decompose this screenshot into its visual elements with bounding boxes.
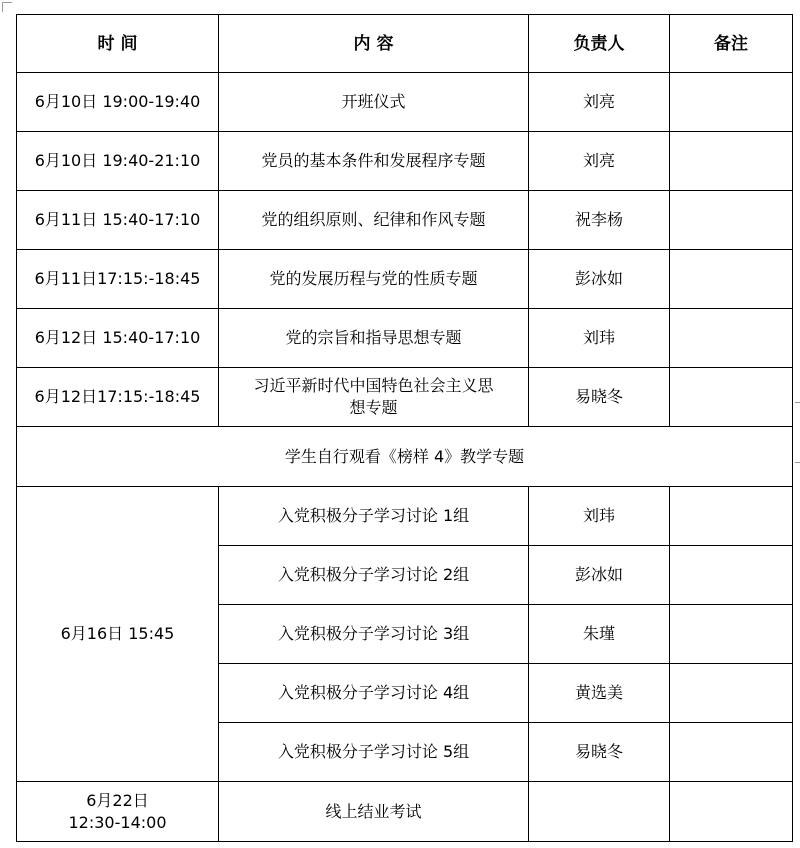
row-person: 黄选美: [529, 664, 670, 723]
table-row: [17, 368, 793, 427]
row-content: 入党积极分子学习讨论 5组: [219, 723, 529, 782]
exam-hours: 12:30-14:00: [68, 812, 167, 832]
exam-row: [17, 782, 793, 842]
row-time: 6月12日 15:40-17:10: [17, 309, 219, 368]
row-note: [670, 191, 793, 250]
exam-person: [529, 782, 670, 842]
header-row: [17, 15, 793, 73]
row-person: 易晓冬: [529, 723, 670, 782]
corner-mark: [2, 2, 12, 12]
header-person: 负责人: [529, 15, 670, 73]
row-content: 党的组织原则、纪律和作风专题: [219, 191, 529, 250]
row-person: 祝李杨: [529, 191, 670, 250]
schedule-table: [16, 14, 793, 842]
self-study-row: [17, 427, 793, 487]
row-person: 刘亮: [529, 132, 670, 191]
row-time: 6月11日 15:40-17:10: [17, 191, 219, 250]
row-note: [670, 73, 793, 132]
row-content: 入党积极分子学习讨论 2组: [219, 546, 529, 605]
row-content: 党的发展历程与党的性质专题: [219, 250, 529, 309]
discussion-time: 6月16日 15:45: [17, 487, 219, 782]
exam-date: 6月22日: [86, 790, 149, 810]
table-row: [17, 73, 793, 132]
table-row: [17, 309, 793, 368]
row-content: 入党积极分子学习讨论 3组: [219, 605, 529, 664]
row-content: 党的宗旨和指导思想专题: [219, 309, 529, 368]
header-time: 时 间: [17, 15, 219, 73]
row-content: 入党积极分子学习讨论 1组: [219, 487, 529, 546]
row-note: [670, 309, 793, 368]
row-time: 6月10日 19:40-21:10: [17, 132, 219, 191]
row-person: 刘亮: [529, 73, 670, 132]
row-content: 开班仪式: [219, 73, 529, 132]
margin-mark: [795, 402, 800, 403]
row-note: [670, 546, 793, 605]
cropped-title-fragment: [330, 0, 490, 4]
row-note: [670, 605, 793, 664]
row-person: 刘玮: [529, 309, 670, 368]
margin-mark: [795, 462, 800, 463]
header-note: 备注: [670, 15, 793, 73]
table-row: [17, 191, 793, 250]
row-person: 彭冰如: [529, 546, 670, 605]
row-note: [670, 132, 793, 191]
row-note: [670, 723, 793, 782]
table-row: [17, 132, 793, 191]
row-note: [670, 487, 793, 546]
exam-note: [670, 782, 793, 842]
row-content-line: 想专题: [349, 398, 398, 417]
exam-content: 线上结业考试: [219, 782, 529, 842]
header-content: 内 容: [219, 15, 529, 73]
row-content: [219, 368, 529, 427]
row-person: 刘玮: [529, 487, 670, 546]
table-row: [17, 487, 793, 546]
row-content-line: 习近平新时代中国特色社会主义思: [253, 376, 494, 395]
row-time: 6月10日 19:00-19:40: [17, 73, 219, 132]
row-person: 易晓冬: [529, 368, 670, 427]
row-note: [670, 368, 793, 427]
row-content: 入党积极分子学习讨论 4组: [219, 664, 529, 723]
row-note: [670, 664, 793, 723]
row-content: 党员的基本条件和发展程序专题: [219, 132, 529, 191]
row-note: [670, 250, 793, 309]
row-person: 朱瑾: [529, 605, 670, 664]
row-time: 6月11日17:15:-18:45: [17, 250, 219, 309]
self-study-cell: 学生自行观看《榜样 4》教学专题: [17, 427, 793, 487]
table-row: [17, 250, 793, 309]
row-time: 6月12日17:15:-18:45: [17, 368, 219, 427]
exam-time: [17, 782, 219, 842]
row-person: 彭冰如: [529, 250, 670, 309]
